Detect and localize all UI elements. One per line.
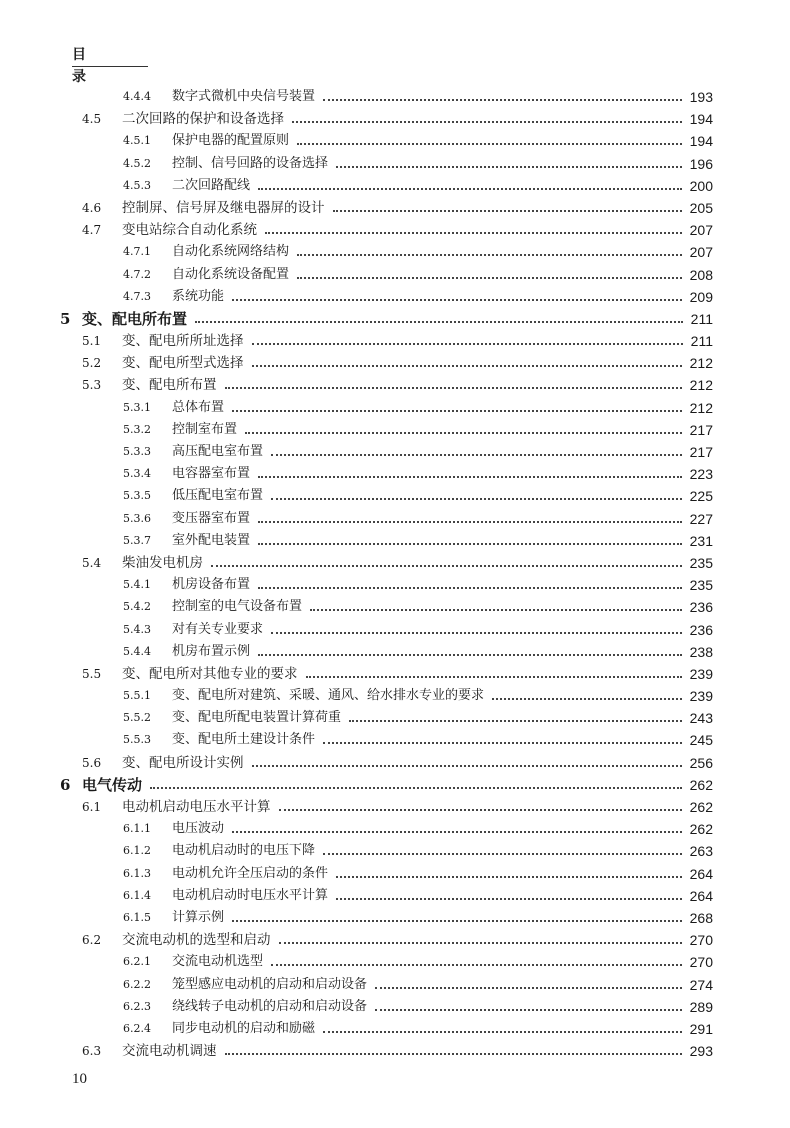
toc-entry-title: 低压配电室布置	[172, 488, 264, 504]
dot-leader	[195, 321, 683, 323]
dot-leader	[310, 609, 682, 611]
dot-leader	[297, 277, 682, 279]
toc-entry-page: 212	[689, 399, 713, 416]
toc-entry-title: 变压器室布置	[172, 510, 251, 526]
toc-entry-page: 207	[689, 244, 713, 261]
toc-entry[interactable]	[0, 153, 790, 175]
toc-entry[interactable]	[0, 707, 790, 729]
toc-entry-title: 控制室布置	[172, 421, 238, 437]
toc-entry[interactable]	[0, 907, 790, 929]
toc-entry-page: 225	[689, 488, 713, 505]
toc-entry[interactable]	[0, 885, 790, 907]
toc-entry-title: 对有关专业要求	[172, 621, 264, 637]
toc-entry-page: 263	[689, 843, 713, 860]
toc-entry[interactable]	[0, 840, 790, 862]
toc-entry-page: 209	[689, 288, 713, 305]
toc-entry-title: 控制室的电气设备布置	[172, 599, 303, 615]
toc-entry-title: 变、配电所型式选择	[122, 355, 244, 372]
toc-entry-page: 239	[689, 665, 713, 682]
toc-entry-page: 256	[689, 754, 713, 771]
page-number: 10	[72, 1071, 87, 1087]
toc-entry-page: 262	[689, 799, 713, 815]
toc-entry[interactable]	[0, 752, 790, 774]
toc-entry[interactable]	[0, 463, 790, 485]
toc-entry-page: 293	[689, 1043, 713, 1060]
dot-leader	[292, 121, 682, 123]
toc-entry-title: 二次回路配线	[172, 177, 251, 193]
toc-entry-page: 236	[689, 599, 713, 616]
toc-entry[interactable]	[0, 818, 790, 840]
toc-entry-number: 6.2.3	[123, 999, 151, 1013]
dot-leader	[336, 876, 682, 878]
toc-entry[interactable]	[0, 197, 790, 219]
toc-entry-number: 5.4.1	[123, 578, 151, 592]
dot-leader	[232, 299, 682, 301]
toc-entry-number: 5.5.3	[123, 733, 151, 747]
toc-entry-page: 196	[689, 155, 713, 172]
toc-entry-number: 5.3.7	[123, 533, 151, 547]
toc-entry[interactable]	[0, 308, 790, 330]
toc-entry-number: 6.1.1	[123, 822, 151, 836]
toc-entry-number: 5.3.4	[123, 467, 151, 481]
toc-entry-number: 6.1	[82, 800, 102, 814]
toc-entry-title: 变、配电所设计实例	[122, 754, 244, 771]
toc-entry-number: 5.5.2	[123, 711, 151, 725]
dot-leader	[258, 587, 682, 589]
toc-entry-title: 同步电动机的启动和励磁	[172, 1020, 316, 1036]
dot-leader	[252, 343, 683, 345]
dot-leader	[271, 964, 682, 966]
toc-entry-number: 5.3.1	[123, 400, 151, 414]
toc-entry-page: 212	[689, 377, 713, 394]
dot-leader	[492, 698, 682, 700]
toc-entry-title: 自动化系统网络结构	[172, 244, 290, 260]
toc-entry-number: 5.4	[82, 555, 102, 570]
toc-entry-number: 4.4.4	[123, 90, 151, 103]
dot-leader	[333, 210, 682, 212]
toc-entry-number: 6.2.4	[123, 1021, 151, 1035]
toc-entry-page: 231	[689, 532, 713, 549]
toc-entry[interactable]	[0, 374, 790, 396]
toc-entry-title: 总体布置	[172, 399, 225, 415]
toc-entry-number: 4.5.3	[123, 178, 151, 192]
toc-entry[interactable]	[0, 863, 790, 885]
toc-entry-title: 变、配电所对其他专业的要求	[122, 665, 298, 682]
toc-entry-page: 205	[689, 199, 713, 216]
toc-entry-number: 5.4.4	[123, 644, 151, 658]
toc-entry-title: 变、配电所布置	[122, 377, 217, 394]
dot-leader	[225, 387, 682, 389]
dot-leader	[150, 787, 682, 789]
toc-entry-page: 235	[689, 554, 713, 571]
dot-leader	[375, 1009, 682, 1011]
toc-entry-number: 6.1.3	[123, 866, 151, 880]
toc-entry-title: 绕线转子电动机的启动和启动设备	[172, 998, 368, 1014]
toc-entry-page: 270	[689, 954, 713, 971]
dot-leader	[297, 143, 682, 145]
toc-entry-page: 194	[689, 133, 713, 150]
toc-entry[interactable]	[0, 530, 790, 552]
dot-leader	[336, 898, 682, 900]
toc-entry[interactable]	[0, 729, 790, 751]
toc-entry-title: 变、配电所配电装置计算荷重	[172, 710, 342, 726]
toc-entry-title: 电容器室布置	[172, 466, 251, 482]
dot-leader	[323, 1031, 682, 1033]
toc-entry-page: 223	[689, 466, 713, 483]
toc-entry[interactable]	[0, 1018, 790, 1040]
toc-entry[interactable]	[0, 219, 790, 241]
toc-entry-number: 5.3.2	[123, 422, 151, 436]
dot-leader	[252, 765, 682, 767]
toc-entry-page: 274	[689, 976, 713, 993]
toc-entry-title: 计算示例	[172, 909, 225, 925]
toc-entry-number: 6.1.2	[123, 844, 151, 858]
dot-leader	[225, 1053, 682, 1055]
toc-entry-number: 6.2	[82, 933, 102, 948]
toc-entry[interactable]	[0, 286, 790, 308]
toc-entry[interactable]	[0, 86, 790, 108]
toc-entry-page: 208	[689, 266, 713, 283]
dot-leader	[297, 254, 682, 256]
toc-entry-title: 变电站综合自动化系统	[122, 222, 257, 239]
toc-entry[interactable]	[0, 330, 790, 352]
toc-entry[interactable]	[0, 352, 790, 374]
dot-leader	[211, 565, 682, 567]
toc-entry-title: 保护电器的配置原则	[172, 133, 290, 149]
toc-entry[interactable]	[0, 108, 790, 130]
toc-entry-page: 268	[689, 909, 713, 926]
toc-entry-page: 193	[689, 89, 713, 105]
toc-entry-page: 245	[689, 732, 713, 749]
toc-entry-title: 交流电动机选型	[172, 954, 264, 970]
dot-leader	[232, 831, 682, 833]
toc-entry-title: 电动机允许全压启动的条件	[172, 865, 329, 881]
toc-entry-page: 211	[690, 333, 713, 350]
toc-entry-number: 5.3.5	[123, 489, 151, 503]
toc-entry[interactable]	[0, 685, 790, 707]
toc-entry-number: 4.7	[82, 223, 102, 238]
toc-entry-title: 控制屏、信号屏及继电器屏的设计	[122, 199, 325, 216]
toc-entry-title: 控制、信号回路的设备选择	[172, 155, 329, 171]
toc-entry-number: 5.2	[82, 356, 102, 371]
dot-leader	[323, 853, 682, 855]
toc-entry-title: 机房布置示例	[172, 643, 251, 659]
dot-leader	[323, 742, 682, 744]
toc-entry-title: 数字式微机中央信号装置	[172, 89, 316, 104]
toc-entry[interactable]	[0, 774, 790, 796]
dot-leader	[258, 543, 682, 545]
toc-entry-page: 235	[689, 577, 713, 594]
toc-entry-title: 机房设备布置	[172, 577, 251, 593]
toc-entry[interactable]	[0, 641, 790, 663]
toc-entry-page: 227	[689, 510, 713, 527]
toc-entry-number: 6.1.5	[123, 910, 151, 924]
toc-entry-page: 264	[689, 865, 713, 882]
toc-entry-page: 270	[689, 932, 713, 949]
dot-leader	[336, 166, 682, 168]
toc-entry[interactable]	[0, 175, 790, 197]
dot-leader	[258, 188, 682, 190]
toc-entry-page: 291	[689, 1020, 713, 1037]
toc-entry[interactable]	[0, 996, 790, 1018]
toc-entry-page: 238	[689, 643, 713, 660]
toc-entry-number: 4.5	[82, 112, 102, 127]
toc-entry-number: 5.3.6	[123, 511, 151, 525]
toc-entry[interactable]	[0, 552, 790, 574]
toc-entry-number: 4.7.1	[123, 245, 151, 259]
dot-leader	[245, 432, 682, 434]
toc-entry[interactable]	[0, 264, 790, 286]
toc-entry-page: 211	[690, 310, 713, 327]
dot-leader	[306, 676, 682, 678]
toc-entry[interactable]	[0, 596, 790, 618]
toc-entry[interactable]	[0, 929, 790, 951]
dot-leader	[349, 720, 682, 722]
toc-entry-title: 自动化系统设备配置	[172, 266, 290, 282]
toc-entry-title: 交流电动机的选型和启动	[122, 932, 271, 949]
toc-entry[interactable]	[0, 130, 790, 152]
toc-entry-page: 200	[689, 177, 713, 194]
toc-entry-number: 4.5.2	[123, 156, 151, 170]
dot-leader	[232, 920, 682, 922]
toc-entry-number: 5.3	[82, 378, 102, 393]
toc-entry-number: 5.1	[82, 334, 102, 349]
toc-entry-title: 系统功能	[172, 288, 225, 304]
toc-entry-number: 5.4.3	[123, 622, 151, 636]
dot-leader	[258, 476, 682, 478]
toc-entry-title: 电动机启动电压水平计算	[122, 799, 271, 815]
dot-leader	[258, 521, 682, 523]
toc-entry-title: 电压波动	[172, 821, 225, 837]
dot-leader	[323, 99, 682, 101]
toc-entry-number: 5.5.1	[123, 689, 151, 703]
toc-entry-number: 4.7.3	[123, 289, 151, 303]
dot-leader	[271, 498, 682, 500]
dot-leader	[265, 232, 682, 234]
dot-leader	[271, 632, 682, 634]
toc-entry-page: 236	[689, 621, 713, 638]
toc-entry-page: 194	[689, 111, 713, 128]
toc-entry-number: 5.6	[82, 755, 102, 770]
toc-entry-title: 二次回路的保护和设备选择	[122, 111, 284, 128]
toc-entry-number: 4.6	[82, 200, 102, 215]
toc-entry-page: 217	[689, 444, 713, 460]
toc-entry-title: 柴油发电机房	[122, 554, 203, 571]
dot-leader	[232, 410, 682, 412]
toc-entry-page: 212	[689, 355, 713, 372]
toc-entry-page: 207	[689, 222, 713, 239]
dot-leader	[258, 654, 682, 656]
toc-entry[interactable]	[0, 241, 790, 263]
table-of-contents	[0, 86, 790, 1062]
toc-entry-title: 电气传动	[82, 775, 143, 794]
toc-entry-number: 5	[60, 309, 71, 328]
toc-entry-number: 6.2.1	[123, 955, 151, 969]
toc-entry-title: 交流电动机调速	[122, 1043, 217, 1060]
toc-entry[interactable]	[0, 974, 790, 996]
toc-entry[interactable]	[0, 619, 790, 641]
dot-leader	[271, 454, 682, 456]
toc-entry-page: 217	[689, 421, 713, 438]
toc-entry-page: 262	[689, 776, 713, 793]
toc-entry-title: 变、配电所布置	[82, 309, 188, 328]
toc-entry-title: 电动机启动时的电压下降	[172, 843, 316, 859]
toc-entry-title: 笼型感应电动机的启动和启动设备	[172, 976, 368, 992]
toc-entry-title: 电动机启动时电压水平计算	[172, 887, 329, 903]
toc-entry[interactable]	[0, 485, 790, 507]
toc-entry-page: 264	[689, 887, 713, 904]
toc-entry[interactable]	[0, 574, 790, 596]
toc-entry-title: 室外配电装置	[172, 532, 251, 548]
toc-entry-page: 243	[689, 710, 713, 727]
toc-entry-page: 239	[689, 688, 713, 705]
toc-entry[interactable]	[0, 1040, 790, 1062]
toc-entry-page: 262	[689, 821, 713, 838]
toc-entry-page: 289	[689, 998, 713, 1015]
toc-entry[interactable]	[0, 663, 790, 685]
toc-entry[interactable]	[0, 796, 790, 818]
toc-entry[interactable]	[0, 441, 790, 463]
toc-entry-number: 6.2.2	[123, 977, 151, 991]
running-header	[72, 44, 148, 85]
toc-entry[interactable]	[0, 508, 790, 530]
toc-entry-number: 4.7.2	[123, 267, 151, 281]
toc-entry-number: 5.3.3	[123, 445, 151, 458]
toc-entry-title: 高压配电室布置	[172, 444, 264, 459]
toc-entry-number: 6.1.4	[123, 888, 151, 902]
toc-entry[interactable]	[0, 397, 790, 419]
toc-entry-number: 4.5.1	[123, 134, 151, 148]
dot-leader	[252, 365, 682, 367]
toc-entry-number: 6	[60, 775, 71, 794]
toc-entry-number: 6.3	[82, 1044, 102, 1059]
toc-entry-title: 变、配电所所址选择	[122, 333, 244, 350]
toc-entry-number: 5.4.2	[123, 600, 151, 614]
dot-leader	[279, 809, 682, 811]
toc-entry[interactable]	[0, 419, 790, 441]
toc-entry[interactable]	[0, 951, 790, 973]
toc-entry-title: 变、配电所土建设计条件	[172, 732, 316, 748]
dot-leader	[375, 987, 682, 989]
dot-leader	[279, 942, 682, 944]
header-title: 目 录	[72, 47, 108, 85]
toc-entry-title: 变、配电所对建筑、采暖、通风、给水排水专业的要求	[172, 688, 485, 704]
toc-entry-number: 5.5	[82, 666, 102, 681]
